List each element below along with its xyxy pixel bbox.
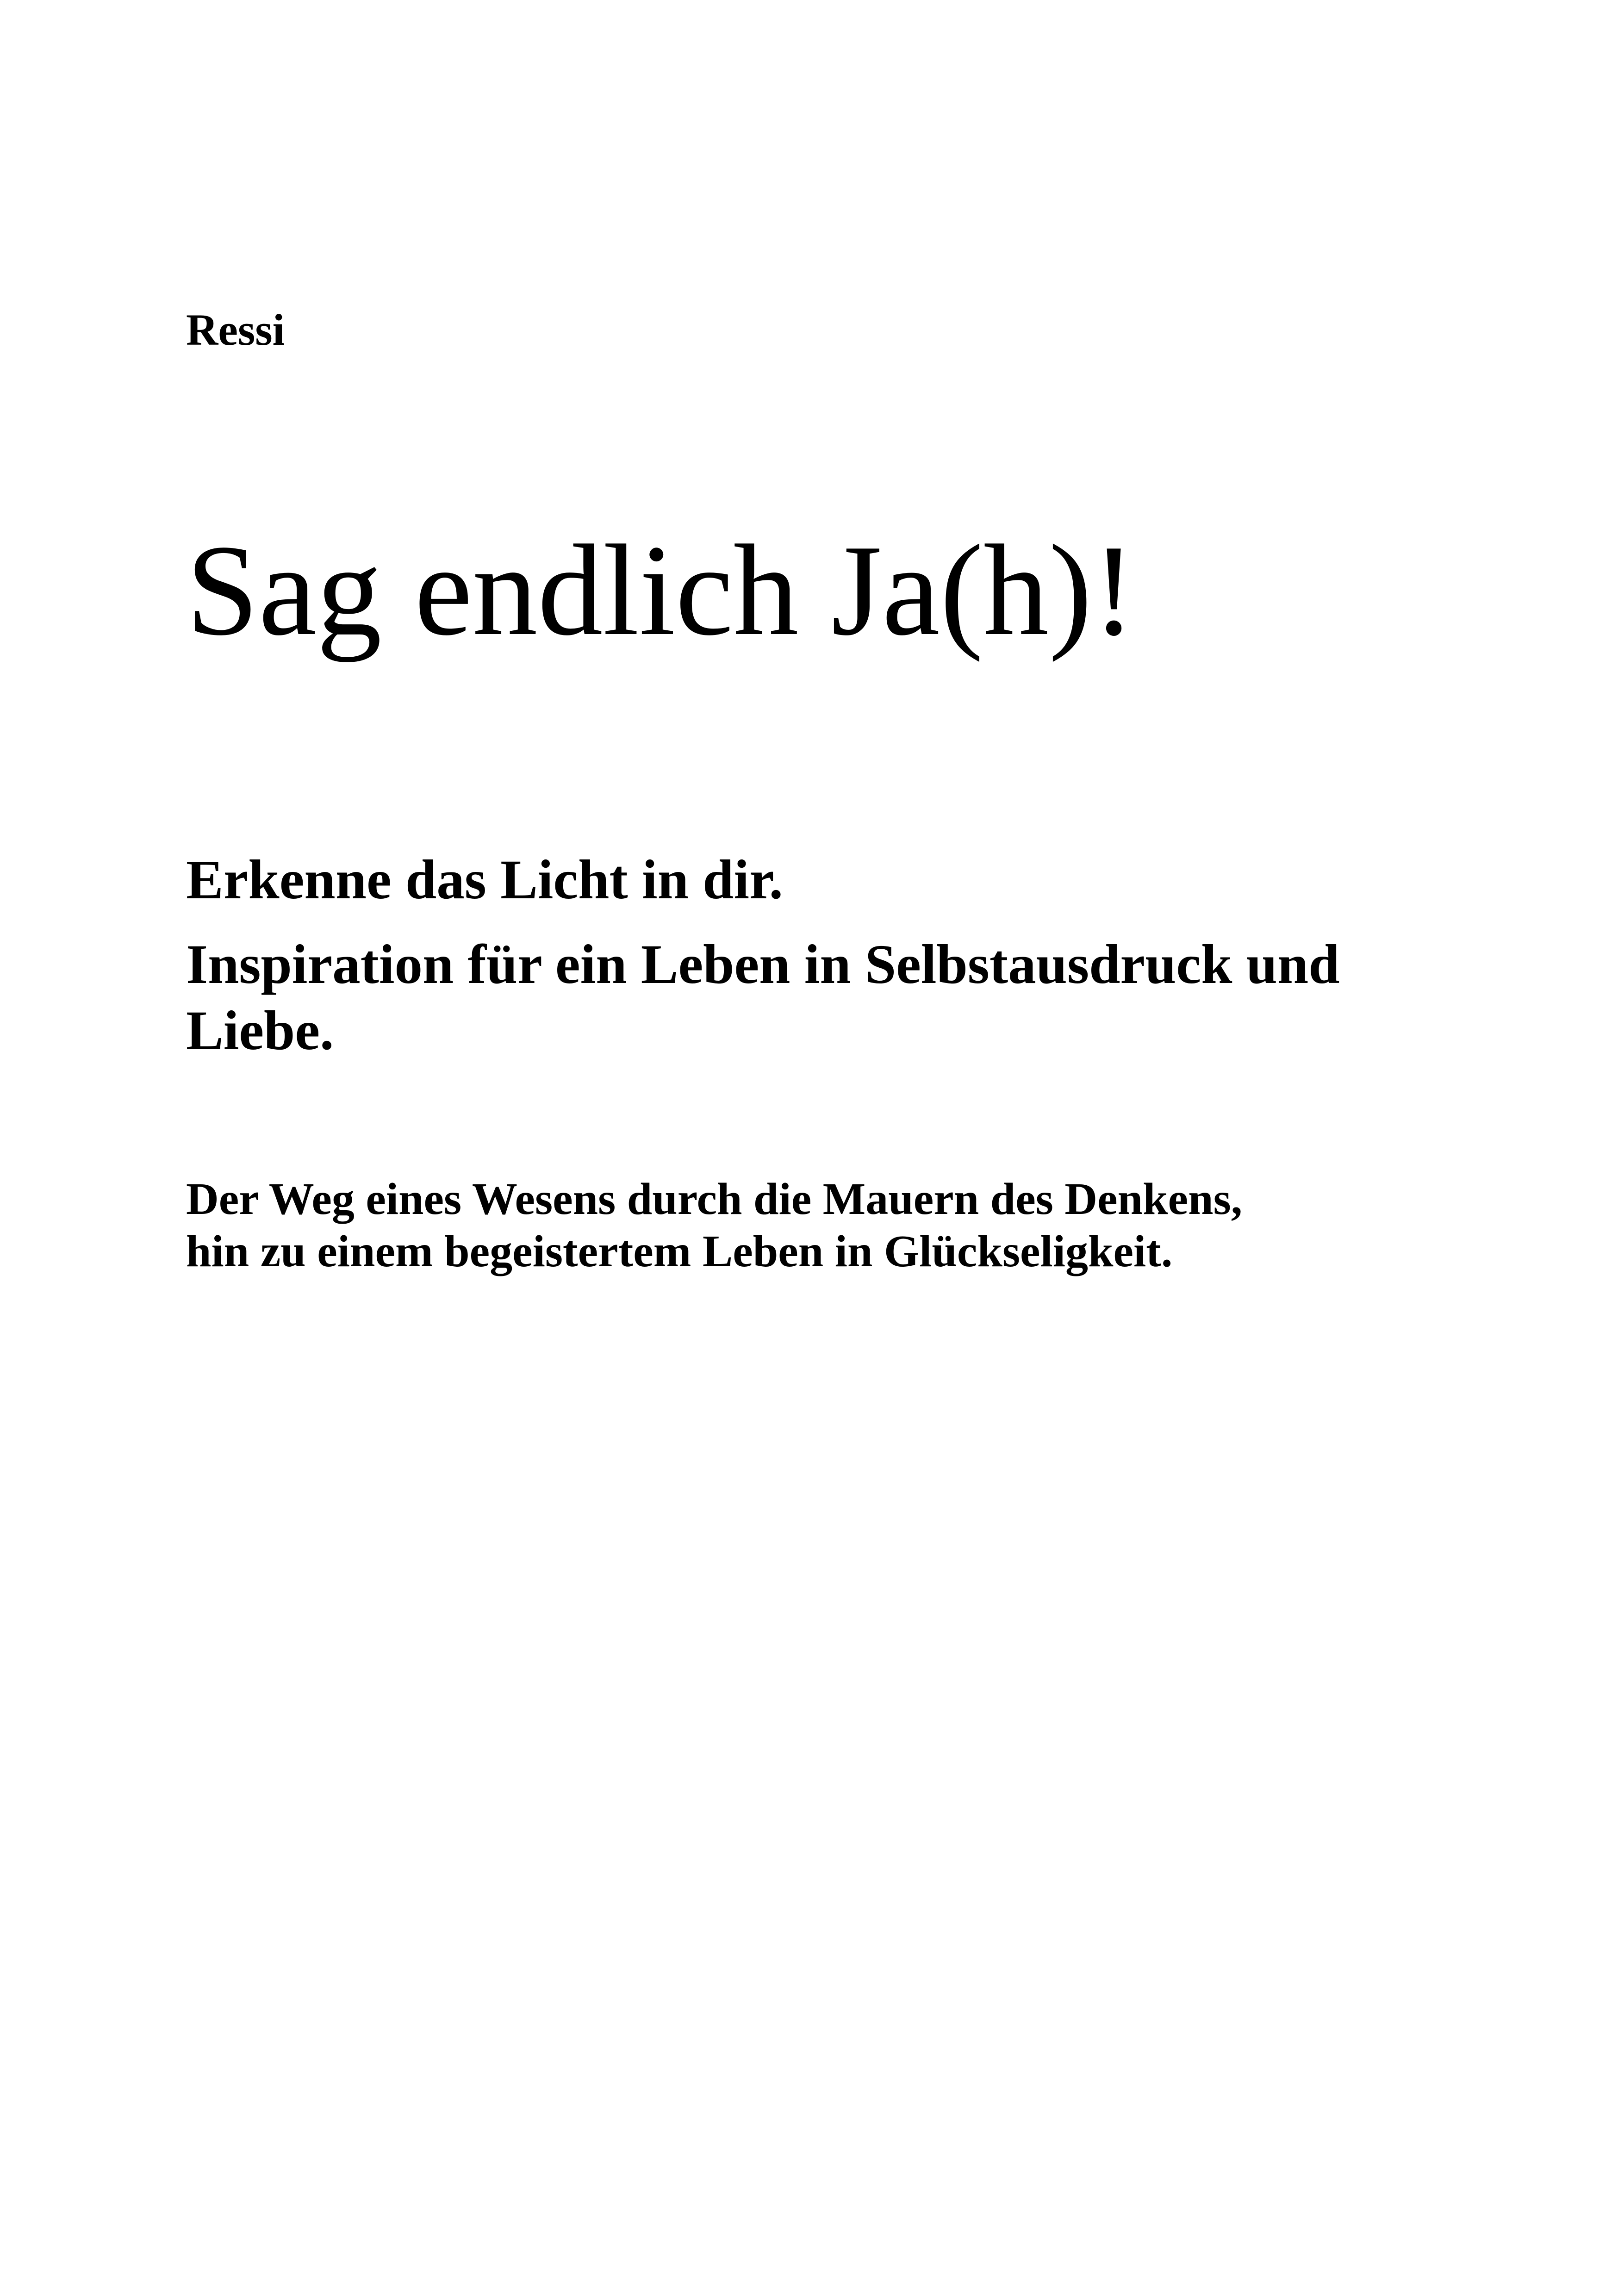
book-title: Sag endlich Ja(h)!: [186, 518, 1136, 662]
tagline-line-2: hin zu einem begeistertem Leben in Glückseligkeit.: [186, 1226, 1173, 1276]
subtitle-1: Erkenne das Licht in dir.: [186, 849, 783, 911]
tagline-line-1: Der Weg eines Wesens durch die Mauern des Denkens,: [186, 1174, 1243, 1224]
subtitle-block: [186, 847, 1482, 1082]
tagline: [186, 1173, 1528, 1277]
author-name: Ressi: [186, 305, 285, 355]
subtitle-2: Inspiration für ein Leben in Selbstausdruck und Liebe.: [186, 933, 1340, 1062]
